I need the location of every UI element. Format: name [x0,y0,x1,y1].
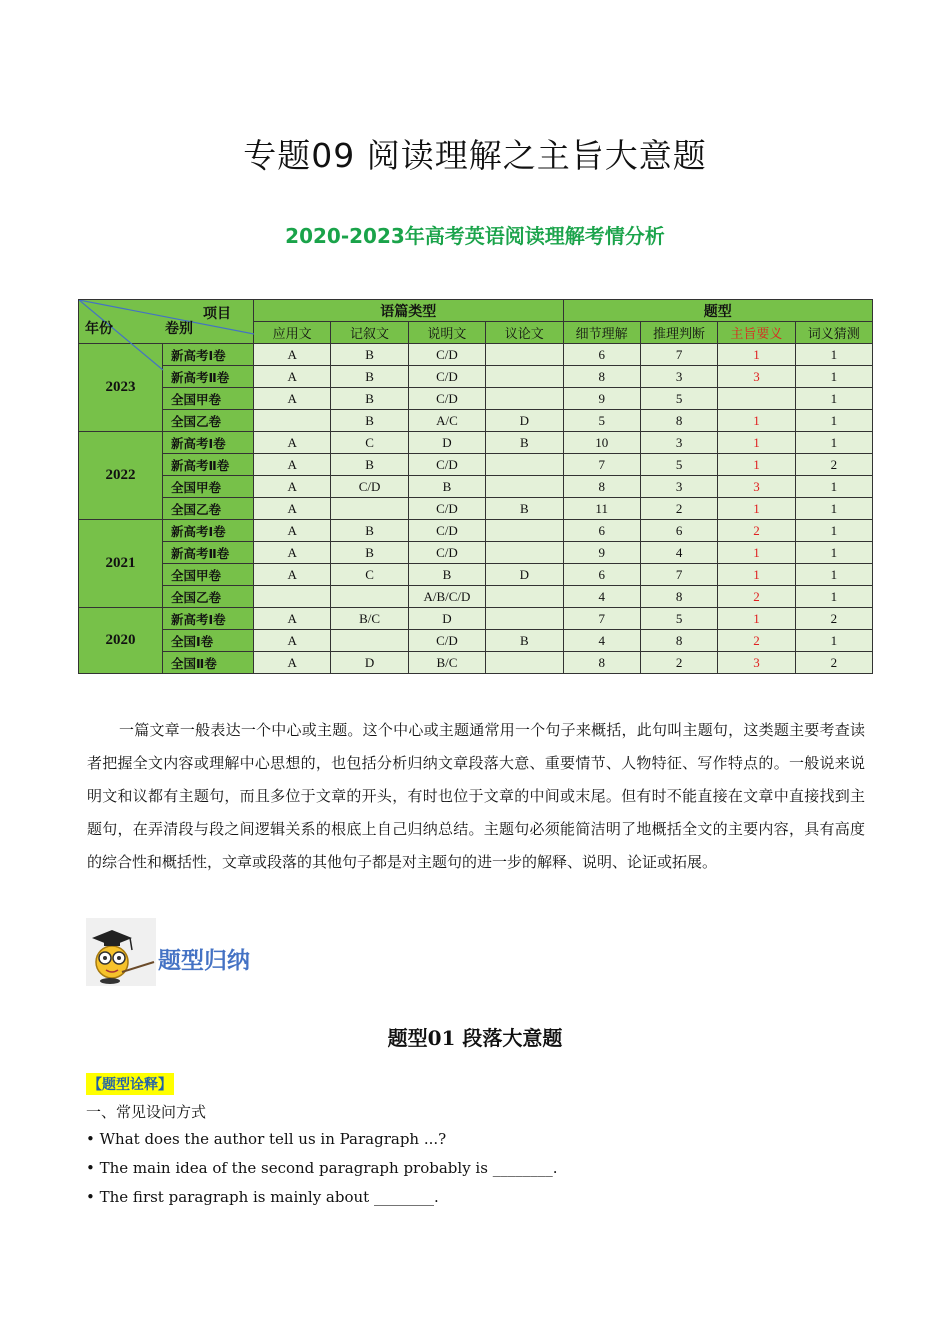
intro-paragraph: 一篇文章一般表达一个中心或主题。这个中心或主题通常用一个句子来概括，此句叫主题句，这类题主要考查读者把握全文内容或理解中心思想的，也包括分析归纳文章段落大意、重要情节、人物特征、写作特点的。一般说来说明文和议都有主题句，而且多位于文章的开头，有时也位于文章的中间或末尾。但有时不能直接在文章中直接找到主题句，在弄清段与段之间逻辑关系的根底上自己归纳总结。主题句必须能简洁明了地概括全文的主要内容，具有高度的综合性和概括性，文章或段落的其他句子都是对主题句的进一步的解释、说明、论证或拓展。 [87,721,865,871]
data-cell [486,542,563,564]
data-cell: B/C [331,608,408,630]
paper-cell: 全国乙卷 [163,410,254,432]
corner-paper-label: 卷别 [165,321,193,337]
data-cell: D [408,608,485,630]
data-cell: 11 [563,498,640,520]
paper-cell: 全国乙卷 [163,586,254,608]
question-text: What does the author tell us in Paragraph ...? [99,1130,447,1148]
data-cell: A [254,432,331,454]
data-cell: 8 [640,586,717,608]
data-cell: 1 [718,432,795,454]
year-cell: 2020 [79,608,163,674]
data-cell: C/D [408,498,485,520]
paper-cell: 新高考Ⅰ卷 [163,520,254,542]
data-cell: B [331,366,408,388]
data-cell: 1 [795,520,872,542]
data-cell: 1 [795,388,872,410]
table-row [79,520,873,542]
column-header: 细节理解 [563,322,640,344]
data-cell [331,630,408,652]
data-cell: 1 [795,410,872,432]
data-cell: 3 [718,366,795,388]
data-cell [486,586,563,608]
year-cell: 2022 [79,432,163,520]
data-cell: 1 [795,498,872,520]
data-cell: 1 [718,410,795,432]
data-cell: 1 [718,344,795,366]
paper-cell: 新高考Ⅱ卷 [163,542,254,564]
table-row [79,454,873,476]
table-row [79,652,873,674]
data-cell: 2 [795,454,872,476]
data-cell: 3 [640,476,717,498]
data-cell: B/C [408,652,485,674]
data-cell: 2 [795,652,872,674]
data-cell: C/D [331,476,408,498]
data-cell: 5 [563,410,640,432]
data-cell: 3 [640,366,717,388]
data-cell [718,388,795,410]
paper-cell: 新高考Ⅱ卷 [163,454,254,476]
data-cell [486,476,563,498]
data-cell: 6 [563,520,640,542]
column-header: 推理判断 [640,322,717,344]
data-cell: 7 [563,454,640,476]
data-cell: C/D [408,520,485,542]
data-cell: 5 [640,608,717,630]
corner-year-label: 年份 [85,321,113,337]
year-cell: 2021 [79,520,163,608]
data-cell: 5 [640,388,717,410]
data-cell: 1 [795,630,872,652]
data-cell: B [408,476,485,498]
column-header-highlight: 主旨要义 [718,322,795,344]
column-header: 记叙文 [331,322,408,344]
data-cell: 1 [718,498,795,520]
question-item: • The first paragraph is mainly about ________. [86,1188,439,1206]
data-cell: 4 [640,542,717,564]
mascot-graduate-icon [86,918,156,986]
data-cell [486,344,563,366]
data-cell: A/B/C/D [408,586,485,608]
table-corner-header [79,300,254,344]
column-header: 议论文 [486,322,563,344]
data-cell: A [254,344,331,366]
data-cell: 6 [640,520,717,542]
data-cell: C/D [408,388,485,410]
section-title: 题型01 段落大意题 [387,1026,563,1050]
data-cell: B [331,454,408,476]
table-row [79,564,873,586]
group-header-question-type: 题型 [563,300,873,322]
data-cell: 1 [718,564,795,586]
paper-cell: 新高考Ⅰ卷 [163,608,254,630]
data-cell: B [486,630,563,652]
data-cell: B [331,520,408,542]
data-cell: 3 [718,652,795,674]
data-cell: D [486,410,563,432]
table-body [79,344,873,674]
data-cell: 2 [640,498,717,520]
data-cell: 1 [718,608,795,630]
data-cell: A/C [408,410,485,432]
data-cell: A [254,520,331,542]
paper-cell: 全国甲卷 [163,388,254,410]
data-cell: A [254,652,331,674]
data-cell: 3 [718,476,795,498]
paper-cell: 新高考Ⅰ卷 [163,432,254,454]
table-row [79,542,873,564]
table-row [79,432,873,454]
data-cell: B [486,498,563,520]
year-cell: 2023 [79,344,163,432]
data-cell: 1 [795,366,872,388]
data-cell: B [408,564,485,586]
data-cell: 1 [795,542,872,564]
data-cell: 7 [563,608,640,630]
data-cell: 2 [640,652,717,674]
data-cell [486,608,563,630]
paper-cell: 全国乙卷 [163,498,254,520]
data-cell: B [486,432,563,454]
data-cell [486,388,563,410]
data-cell [486,652,563,674]
data-cell: 8 [563,366,640,388]
data-cell: 6 [563,564,640,586]
table-row [79,388,873,410]
subheading: 一、常见设问方式 [86,1103,207,1121]
data-cell: 10 [563,432,640,454]
table-row [79,630,873,652]
paper-cell: 全国Ⅰ卷 [163,630,254,652]
paper-cell: 新高考Ⅱ卷 [163,366,254,388]
data-cell: A [254,542,331,564]
data-cell: A [254,564,331,586]
data-cell: 8 [640,410,717,432]
highlight-tag: 【题型诠释】 [86,1073,174,1095]
data-cell: 1 [718,454,795,476]
data-cell [254,586,331,608]
data-cell: A [254,608,331,630]
data-cell: A [254,498,331,520]
data-cell: A [254,388,331,410]
data-cell: 1 [795,586,872,608]
data-cell: 1 [795,564,872,586]
data-cell [331,586,408,608]
data-cell [331,498,408,520]
data-cell: 4 [563,586,640,608]
data-cell: 9 [563,388,640,410]
data-cell: 3 [640,432,717,454]
data-cell: C/D [408,366,485,388]
data-cell [486,454,563,476]
data-cell: C/D [408,344,485,366]
data-cell [486,520,563,542]
data-cell: 2 [718,630,795,652]
paper-cell: 全国Ⅱ卷 [163,652,254,674]
column-header: 词义猜测 [795,322,872,344]
page-title: 专题09 阅读理解之主旨大意题 [243,136,707,175]
question-item: • The main idea of the second paragraph probably is ________. [86,1159,558,1177]
table-title: 2020-2023年高考英语阅读理解考情分析 [285,224,665,248]
data-cell: 2 [718,520,795,542]
data-cell: C/D [408,630,485,652]
data-cell: 1 [718,542,795,564]
data-cell: A [254,454,331,476]
data-cell [486,366,563,388]
data-cell: 8 [563,476,640,498]
data-cell: D [486,564,563,586]
data-cell: 1 [795,476,872,498]
table-row [79,608,873,630]
data-cell: B [331,344,408,366]
data-cell: 7 [640,344,717,366]
data-cell: 1 [795,432,872,454]
data-cell: D [331,652,408,674]
data-cell: 5 [640,454,717,476]
data-cell: B [331,410,408,432]
data-cell: 2 [795,608,872,630]
data-cell: B [331,542,408,564]
data-cell: A [254,476,331,498]
data-cell [254,410,331,432]
data-cell: 8 [563,652,640,674]
data-cell: D [408,432,485,454]
exam-analysis-table [78,299,873,674]
column-header: 应用文 [254,322,331,344]
question-item: • What does the author tell us in Paragraph ...? [86,1130,447,1148]
question-text: The main idea of the second paragraph probably is ________. [99,1159,558,1177]
paper-cell: 新高考Ⅰ卷 [163,344,254,366]
table-row [79,586,873,608]
data-cell: C [331,564,408,586]
data-cell: C [331,432,408,454]
table-row [79,410,873,432]
group-header-text-type: 语篇类型 [254,300,564,322]
question-text: The first paragraph is mainly about ________. [99,1188,439,1206]
data-cell: C/D [408,454,485,476]
corner-item-label: 项目 [203,306,231,322]
paper-cell: 全国甲卷 [163,476,254,498]
paper-cell: 全国甲卷 [163,564,254,586]
data-cell: 9 [563,542,640,564]
data-cell: 2 [718,586,795,608]
badge-label: 题型归纳 [158,948,250,974]
data-cell: B [331,388,408,410]
data-cell: 1 [795,344,872,366]
data-cell: 7 [640,564,717,586]
column-header: 说明文 [408,322,485,344]
table-row [79,476,873,498]
data-cell: 6 [563,344,640,366]
data-cell: A [254,366,331,388]
data-cell: 4 [563,630,640,652]
data-cell: C/D [408,542,485,564]
table-row [79,498,873,520]
data-cell: 8 [640,630,717,652]
data-cell: A [254,630,331,652]
